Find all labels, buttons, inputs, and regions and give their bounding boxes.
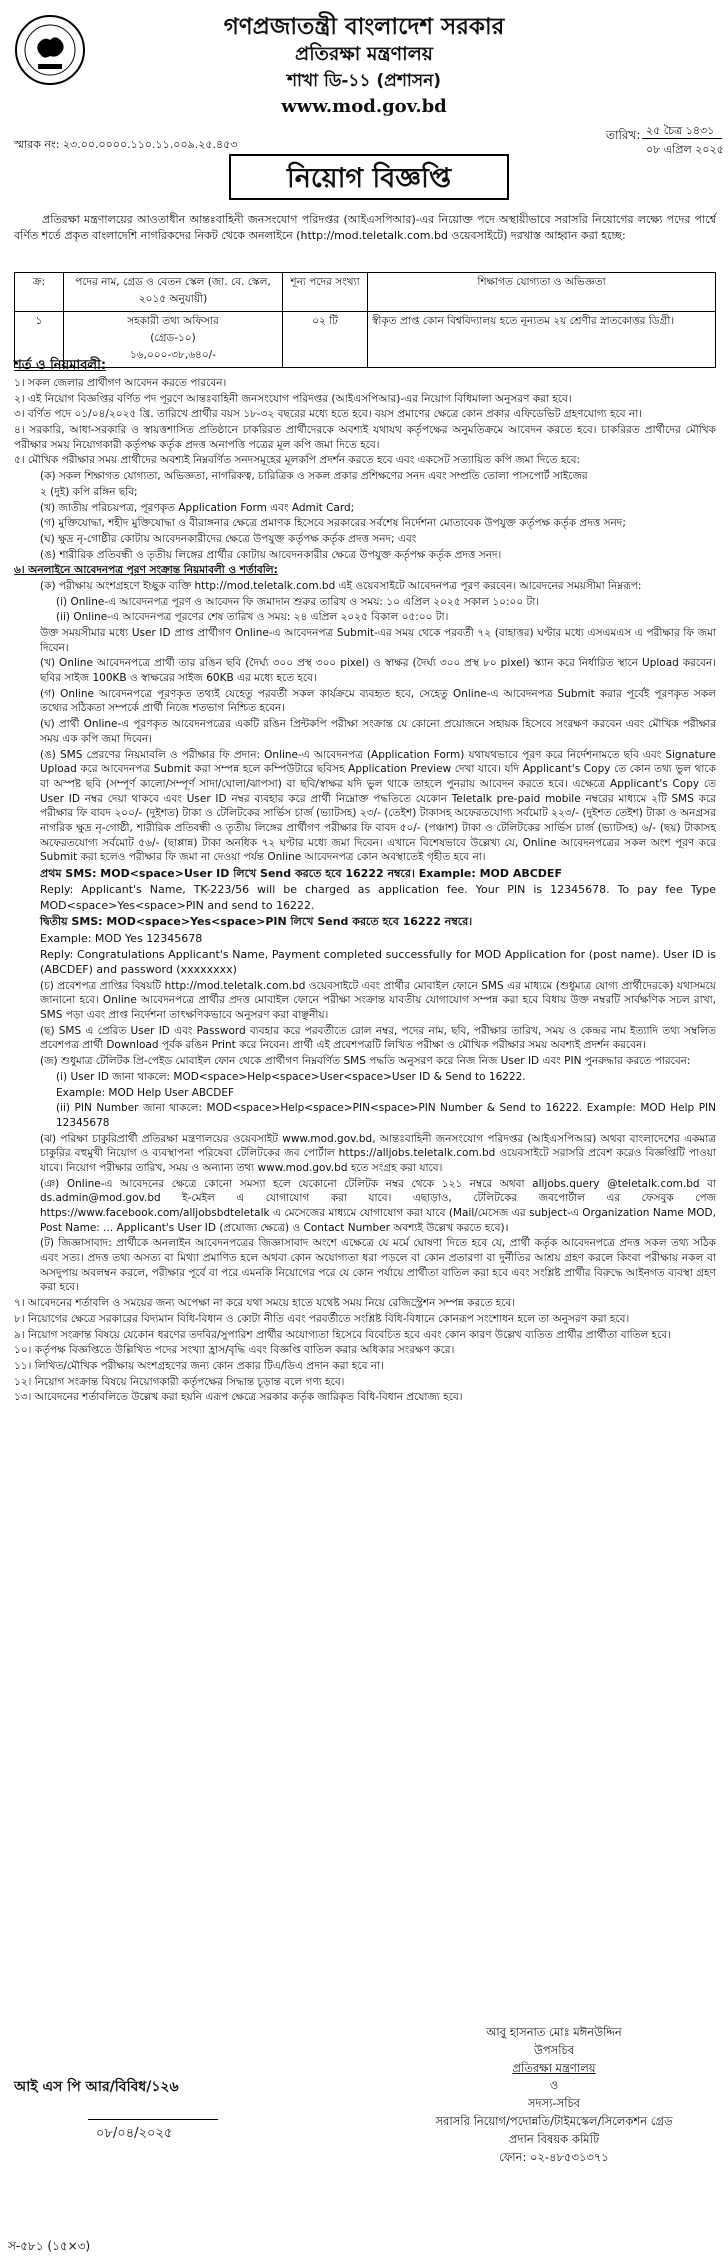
rule-subitem: (ঘ) প্রার্থী Online-এ পূরণকৃত আবেদনপত্রের একটি রঙিন প্রিন্টকপি পরীক্ষা সংক্রান্ত যে কোনো প্রয়োজনে সহায়ক হিসেবে সংরক্ষণ করবেন এবং মৌখিক পরীক্ষার সময় এক কপি জমা দিবেন।: [40, 718, 716, 745]
rule-subitem: উক্ত সময়সীমার মধ্যে User ID প্রাপ্ত প্রার্থীগণ Online-এ আবেদনপত্র Submit-এর সময় থেকে পরবর্তী ৭২ (বাহাত্তর) ঘণ্টার মধ্যে এসএমএস এ পরীক্ষার ফি জমা দিবেন।: [40, 627, 716, 654]
rule-subitem: Example: MOD Help User ABCDEF: [56, 1086, 235, 1099]
ministry-name: প্রতিরক্ষা মন্ত্রণালয়: [295, 43, 433, 65]
rule-item: ১০। কর্তৃপক্ষ বিজ্ঞপ্তিতে উল্লিখিত পদের সংখ্যা হ্রাস/বৃদ্ধি এবং বিজ্ঞপ্তি বাতিল করার অধিকার সংরক্ষণ করে।: [14, 1344, 455, 1357]
cell-sl: ১: [15, 312, 64, 368]
table-header-row: [15, 273, 716, 312]
notice-title: নিয়োগ বিজ্ঞপ্তি: [229, 154, 509, 200]
rule-subitem: (ঞ) Online-এ আবেদনের ক্ষেত্রে কোনো সমস্যা হলে যেকোনো টেলিটক নম্বর থেকে ১২১ নম্বরে অথবা alljobs.query @teletalk.com.bd বা ds.admin@mod.gov.bd ই-মেইল এ যোগাযোগ করা যাবে। এছাড়াও, টেলিটকের জবপোর্টাল এর ফেসবুক পেজ https://www.facebook.com/alljobsbdteletalk এ মেসেজের মাধ্যমে যোগাযোগ করা যাবে (Mail/মেসেজ এর subject-এ Organization Name MOD, Post Name: ... Applicant's User ID (প্রযোজ্য ক্ষেত্রে) ও Contact Number অবশ্যই উল্লেখ করতে হবে)।: [40, 1177, 716, 1234]
sms-reply-second: Reply: Congratulations Applicant's Name, Payment completed successfully for MOD Application for (post name). User ID is (ABCDEF) and password (xxxxxxxx): [40, 947, 716, 977]
rule-item: ৫। মৌখিক পরীক্ষার সময় প্রার্থীদের অবশ্যই নিম্নবর্ণিত সনদসমূহের মূলকপি প্রদর্শন করতে হবে এবং একসেট সত্যায়িত কপি জমা দিতে হবে:: [14, 454, 580, 467]
rule-subitem: (ক) সকল শিক্ষাগত যোগ্যতা, অভিজ্ঞতা, নাগরিকত্ব, চারিত্রিক ও সকল প্রকার প্রশিক্ষণের সনদ এবং সম্প্রতি তোলা পাসপোর্ট সাইজের: [40, 470, 588, 483]
rule-item: ৭। আবেদনের শর্তাবলি ও সময়ের জন্য অপেক্ষা না করে যথা সময়ে হাতে যথেষ্ট সময় নিয়ে রেজিস্ট্রেশন সম্পন্ন করতে হবে।: [14, 1297, 516, 1310]
rule-subitem: (গ) মুক্তিযোদ্ধা, শহীদ মুক্তিযোদ্ধা ও বীরাঙ্গনার ক্ষেত্রে প্রমাণক হিসেবে সরকারের সর্বশেষ নির্দেশনা মোতাবেক উপযুক্ত কর্তৃপক্ষ কর্তৃক প্রদত্ত সনদ;: [40, 517, 626, 530]
signatory-committee: সরাসরি নিয়োগ/পদোন্নতি/টাইমস্কেল/সিলেকশন গ্রেড: [435, 2114, 673, 2129]
post-scale: ১৬,০০০-৩৮,৬৪০/-: [129, 349, 217, 361]
signature-block: [404, 2024, 704, 2167]
signatory-designation: উপসচিব: [533, 2042, 575, 2057]
rule-subitem: (ii) PIN Number জানা থাকলে: MOD<space>Help<space>PIN<space>PIN Number & Send to 16222. Example: MOD Help PIN 12345678: [56, 1102, 716, 1129]
rule-subitem: (জ) শুধুমাত্র টেলিটক প্রি-পেইড মোবাইল ফোন থেকে প্রার্থীগণ নিম্নবর্ণিত SMS পদ্ধতি অনুসরণ করে নিজ নিজ User ID এবং PIN পুনরুদ্ধার করতে পারবেন:: [40, 1055, 691, 1068]
sms-first: প্রথম SMS: MOD<space>User ID লিখে Send করতে হবে 16222 নম্বরে। Example: MOD ABCDEF: [40, 867, 562, 880]
reference-date: ০৮/০৪/২০২৫: [96, 2126, 173, 2141]
post-name: সহকারী তথ্য অফিসার: [127, 315, 219, 327]
rule-subitem: (ট) জিজ্ঞাসাবাদ: প্রার্থীকে অনলাইন আবেদনপত্রের জিজ্ঞাসাবাদ অংশে এক্ষেত্রে যে মর্মে ঘোষণা দিতে হবে যে, প্রার্থী কর্তৃক আবেদনপত্রে প্রদত্ত সকল তথ্য সঠিক এবং সত্য। প্রদত্ত তথ্য অসত্য বা মিথ্যা প্রমাণিত হলে অথবা কোন অযোগ্যতা ধরা পড়লে বা কোন প্রতারণা বা দুর্নীতির আশ্রয় গ্রহণ করলে কিংবা পরীক্ষায় নকল বা অসদুপায় অবলম্বন করলে, পরীক্ষার পূর্বে বা পরে এমনকি নিয়োগের পরে যে কোন পর্যায়ে প্রার্থীতা বাতিল করা হবে এবং সংশ্লিষ্ট প্রার্থীর বিরুদ্ধে আইনগত ব্যবস্থা গ্রহণ করা হবে।: [40, 1237, 716, 1294]
posts-table: [14, 272, 716, 368]
rule-subitem: (ঝ) পরিক্ষা চাকুরিপ্রার্থী প্রতিরক্ষা মন্ত্রণালয়ের ওয়েবসাইট www.mod.gov.bd, আন্তঃবাহিনী জনসংযোগ পরিদপ্তর (আইএসপিআর) অথবা বাংলাদেশের একমাত্র চাকুরির বহুমুখী নিয়োগ ও ব্যবস্থাপনা পরিষেবা টেলিটকের জব পোর্টাল https://alljobs.teletalk.com.bd ওয়েবসাইটে সরাসরি প্রবেশ করেও বিজ্ঞপ্তিটি পাওয়া যাবে। নিয়োগ পরীক্ষার তারিখ, সময় ও অন্যান্য তথ্য www.mod.gov.bd হতে সংগ্রহ করা যাবে।: [40, 1132, 716, 1174]
rule-subitem: ২ (দুই) কপি রঙ্গিন ছবি;: [40, 485, 138, 498]
rule-subitem: (ঘ) ক্ষুদ্র নৃ-গোষ্ঠীর কোটায় আবেদনকারীদের ক্ষেত্রে উপযুক্ত কর্তৃপক্ষ কর্তৃক প্রদত্ত সনদ; এবং: [40, 532, 417, 545]
col-post: পদের নাম, গ্রেড ও বেতন স্কেল (জা. বে. স্কেল, ২০১৫ অনুযায়ী): [64, 273, 283, 312]
signatory-phone: ফোন: ০২-৪৮৫৩১৩৭১: [499, 2149, 609, 2164]
rule-subitem: (ঙ) শারীরিক প্রতিবন্ধী ও তৃতীয় লিঙ্গের প্রার্থীর কোটায় আবেদনকারীর ক্ষেত্রে উপযুক্ত কর্তৃপক্ষ কর্তৃক প্রদত্ত সনদ।: [40, 548, 502, 561]
signatory-committee-2: প্রদান বিষয়ক কমিটি: [508, 2131, 600, 2146]
website-link[interactable]: www.mod.gov.bd: [281, 96, 447, 117]
memo-number: স্মারক নং: ২৩.০০.০০০০.১১০.১১.০০৯.২৫.৪৫৩: [14, 138, 238, 151]
signatory-and: ও: [549, 2078, 559, 2093]
col-count: শূন্য পদের সংখ্যা: [283, 273, 368, 312]
conditions-list: [14, 376, 716, 1406]
date-label: তারিখ:: [606, 128, 641, 142]
rule-item: ৯। নিয়োগ সংক্রান্ত বিষয়ে যেকোন ধরণের তদবির/সুপারিশ প্রার্থীর অযোগ্যতা হিসেবে বিবেচিত হবে এবং কোন কারণ উল্লেখ ব্যতিত প্রার্থীর প্রার্থীতা বাতিল হবে।: [14, 1328, 672, 1341]
sms-example-second: Example: MOD Yes 12345678: [40, 931, 203, 945]
rule-subitem: (i) Online-এ আবেদনপত্র পূরণ ও আবেদন ফি জমাদান শুরুর তারিখ ও সময়: ১০ এপ্রিল ২০২৫ সকাল ১০:০০ টা।: [56, 595, 540, 608]
rule-subitem: (ক) পরীক্ষায় অংশগ্রহণে ইচ্ছুক ব্যক্তি http://mod.teletalk.com.bd এই ওয়েবসাইটে আবেদনপত্র পূরণ করবেন। আবেদনের সময়সীমা নিম্নরূপ:: [40, 579, 642, 592]
reference-divider: [88, 2119, 218, 2120]
branch-name: শাখা ডি-১১ (প্রশাসন): [286, 71, 441, 91]
table-row: [15, 312, 716, 368]
reference-number: আই এস পি আর/বিবিধ/১২৬: [14, 2079, 179, 2095]
signatory-office: প্রতিরক্ষা মন্ত্রণালয়: [512, 2060, 596, 2075]
signatory-member: সদস্য-সচিব: [527, 2096, 581, 2111]
rule-subitem: (চ) প্রবেশপত্র প্রাপ্তির বিষয়টি http://mod.teletalk.com.bd ওয়েবসাইটে এবং প্রার্থীর মোবাইল ফোনে SMS এর মাধ্যমে (শুধুমাত্র যোগ্য প্রার্থীদেরকে) যথাসময়ে জানানো হবে। Online আবেদনপত্রে প্রার্থীর প্রদত্ত মোবাইল ফোনে পরীক্ষা সংক্রান্ত যাবতীয় যোগাযোগ সম্পন্ন করা হবে বিধায় উক্ত নম্বরটি সার্বক্ষণিক সচল রাখা, SMS পড়া এবং প্রাপ্ত নির্দেশনা তাৎক্ষণিকভাবে অনুসরণ করা বাঞ্ছনীয়।: [40, 979, 716, 1022]
govt-title: গণপ্রজাতন্ত্রী বাংলাদেশ সরকার: [223, 14, 505, 40]
rule-item: ২। এই নিয়োগ বিজ্ঞপ্তির বর্ণিত পদ পূরণে আন্তঃবাহিনী জনসংযোগ পরিদপ্তর (আইএসপিআর)-এর নিয়োগ বিধিমালা অনুসরণ করা হবে।: [14, 392, 572, 405]
col-qualification: শিক্ষাগত যোগ্যতা ও অভিজ্ঞতা: [368, 273, 716, 312]
cell-qualification: স্বীকৃত প্রাপ্ত কোন বিশ্ববিদ্যালয় হতে নূন্যতম ২য় শ্রেণীর স্নাতকোত্তর ডিগ্রী।: [368, 312, 716, 368]
print-code: স-৫৮১ (১৫×৩): [8, 2239, 91, 2253]
rule-subitem: (ছ) SMS এ প্রেরিত User ID এবং Password ব্যবহার করে পরবর্তীতে রোল নম্বর, পদের নাম, ছবি, পরীক্ষার তারিখ, সময় ও কেন্দ্রর নাম ইত্যাদি তথ্য সম্বলিত প্রবেশপত্র প্রার্থী Download পূর্বক রঙিন Print করে নিবেন। প্রার্থী এই প্রবেশপত্রটি লিখিত পরীক্ষা ও মৌখিক পরীক্ষার সময় অবশ্যই প্রদর্শন করবেন।: [40, 1024, 716, 1052]
rule-item: ১২। নিয়োগ সংক্রান্ত বিষয়ে নিয়োগকারী কর্তৃপক্ষের সিদ্ধান্ত চূড়ান্ত বলে গণ্য হবে।: [14, 1375, 345, 1388]
signatory-name: আবু হাসনাত মোঃ মঈনউদ্দিন: [486, 2025, 622, 2039]
rule-subitem: (খ) জাতীয় পরিচয়পত্র, পূরণকৃত Application Form এবং Admit Card;: [40, 501, 355, 514]
cell-count: ০২ টি: [283, 312, 368, 368]
intro-paragraph: প্রতিরক্ষা মন্ত্রণালয়ের আওতাধীন আন্তঃবাহিনী জনসংযোগ পরিদপ্তর (আইএসপিআর)-এর নিয়োক্ত পদে অস্থায়ীভাবে সরাসরি নিয়োগের লক্ষ্যে পদের পার্শ্বে বর্ণিত শর্তে প্রকৃত বাংলাদেশি নাগরিকদের নিকট থেকে অনলাইনে (http://mod.teletalk.com.bd ওয়েবসাইটে) দরখাস্ত আহ্বান করা হচ্ছে:: [14, 213, 716, 242]
conditions-heading: শর্ত ও নিয়মাবলী:: [14, 358, 107, 373]
rule-subitem: (ঙ) SMS প্রেরণের নিয়মাবলি ও পরীক্ষার ফি প্রদান: Online-এ আবেদনপত্র (Application Form) যথাযথভাবে পূরণ করে নির্দেশনামতে ছবি এবং Signature Upload করে আবেদনপত্র Submit করা সম্পন্ন হলে কম্পিউটারে ছবিসহ Application Preview দেখা যাবে। যদি Applicant's Copy তে কোন তথ্য ভুল থাকে বা অস্পষ্ট ছবি (সম্পূর্ণ কালো/সম্পূর্ণ সাদা/ঘোলা/ঝাপসা) বা ছবি/স্বাক্ষর যদি ভুল থাকে তাহলে পুনরায় আবেদন করতে হবে। এক্ষেত্রে Applicant's Copy তে User ID নম্বর দেয়া থাকবে এবং User ID নম্বর ব্যবহার করে প্রার্থী নিম্নোক্ত পদ্ধতিতে যেকোন Teletalk pre-paid mobile নম্বরের মাধ্যমে ২টি SMS করে পরীক্ষার ফি বাবদ ২০০/- (দুইশত) টাকা ও টেলিটকের সার্ভিস চার্জ (ভ্যাটসহ) ২৩/- (তেইশ) টাকাসহ অফেরতযোগ্য সর্বমোট ২২৩/- (দুইশত তেইশ) টাকা ও অনগ্রসর নাগরিক ক্ষুদ্র নৃ-গোষ্ঠী, শারীরিক প্রতিবন্ধী ও তৃতীয় লিঙ্গের প্রার্থীগণ পরীক্ষার ফি বাবদ ৫০/- (পঞ্চাশ) টাকা ও টেলিটকের সার্ভিস চার্জ (ভ্যাটসহ) ৬/- (ছয়) টাকাসহ অফেরতযোগ্য সর্বমোট ৫৬/- (ছাপ্পান্ন) টাকা অনধিক ৭২ ঘণ্টার মধ্যে জমা দিবেন। এখানে বিশেষভাবে উল্লেখ্য যে, Online আবেদনপত্রের সকল অংশ পূরণ করে Submit করা হলেও পরীক্ষার ফি জমা না দেওয়া পর্যন্ত Online আবেদনপত্র কোন অবস্থাতেই গৃহীত হবে না।: [40, 748, 716, 864]
sms-reply-first: Reply: Applicant's Name, TK-223/56 will be charged as application fee. Your PIN is 12345678. To pay fee Type MOD<space>Yes<space>PIN and send to 16222.: [40, 883, 716, 912]
rule-item: ৮। নিয়োগের ক্ষেত্রে সরকারের বিদ্যমান বিধি-বিধান ও কোটা নীতি এবং পরবর্তীতে সংশ্লিষ্ট বিধি-বিধানে কোনরূপ সংশোধন হলে তা অনুসরণ করা হবে।: [14, 1312, 630, 1325]
rule-item: ৬। অনলাইনে আবেদনপত্র পূরণ সংক্রান্ত নিয়মাবলী ও শর্তাবলি:: [14, 564, 278, 577]
rule-item: ৪। সরকারি, আধা-সরকারি ও স্বায়ত্তশাসিত প্রতিষ্ঠানে চাকরিরত প্রার্থীদেরকে অবশ্যই যথাযথ কর্তৃপক্ষের অনুমতিক্রমে আবেদন করতে হবে। চাকরিরত প্রার্থীদের মৌখিক পরীক্ষার সময় নিয়োগকারী কর্তৃপক্ষ কর্তৃক প্রদত্ত অনাপত্তি পত্রের মূল কপি জমা দিতে হবে।: [14, 424, 716, 451]
rule-subitem: (i) User ID জানা থাকলে: MOD<space>Help<space>User<space>User ID & Send to 16222.: [56, 1070, 526, 1083]
rule-subitem: (ii) Online-এ আবেদনপত্র পূরণের শেষ তারিখ ও সময়: ২৪ এপ্রিল ২০২৫ বিকাল ০৫:০০ টা।: [56, 611, 449, 624]
date-gregorian: ০৮ এপ্রিল ২০২৫: [646, 143, 724, 156]
rule-item: ১৩। আবেদনের শর্তাবলিতে উল্লেখ করা হয়নি এরূপ ক্ষেত্রে সরকার কর্তৃক জারিকৃত বিধি-বিধান প্রযোজ্য হবে।: [14, 1391, 463, 1404]
rule-item: ১। সকল জেলার প্রার্থীগণ আবেদন করতে পারবেন।: [14, 377, 227, 389]
post-grade: (গ্রেড-১০): [150, 332, 196, 344]
date-divider: [642, 138, 722, 139]
sms-second: দ্বিতীয় SMS: MOD<space>Yes<space>PIN লিখে Send করতে হবে 16222 নম্বরে।: [40, 915, 473, 929]
date-bangla: ২৫ চৈত্র ১৪৩১: [646, 124, 715, 137]
rule-item: ১১। লিখিত/মৌখিক পরীক্ষায় অংশগ্রহণের জন্য কোন প্রকার টিএ/ডিএ প্রদান করা হবে না।: [14, 1359, 384, 1372]
rule-subitem: (গ) Online আবেদনপত্রে পূরণকৃত তথ্যই যেহেতু পরবর্তী সকল কার্যক্রমে ব্যবহৃত হবে, সেহেতু Online-এ আবেদনপত্র Submit করার পূর্বেই পূরণকৃত সকল তথ্যের সঠিকতা সম্পর্কে প্রার্থী নিজে শতভাগ নিশ্চিত হবেন।: [40, 687, 716, 715]
col-sl: ক্র:: [15, 273, 64, 312]
rule-item: ৩। বর্ণিত পদে ০১/০৪/২০২৫ খ্রি. তারিখে প্রার্থীর বয়স ১৮-৩২ বছরের মধ্যে হতে হবে। বয়স প্রমাণের ক্ষেত্রে কোন প্রকার এফিডেভিট গ্রহণযোগ্য হবে না।: [14, 408, 643, 421]
rule-subitem: (খ) Online আবেদনপত্রে প্রার্থী তার রঙিন ছবি (দৈর্ঘ্য ৩০০ প্রস্থ ৩০০ pixel) ও স্বাক্ষর (দৈর্ঘ্য ৩০০ প্রস্থ ৮০ pixel) স্ক্যান করে নির্ধারিত স্থানে Upload করবেন। ছবির সাইজ 100KB ও স্বাক্ষরের সাইজ 60KB এর মধ্যে হতে হবে।: [40, 657, 716, 685]
